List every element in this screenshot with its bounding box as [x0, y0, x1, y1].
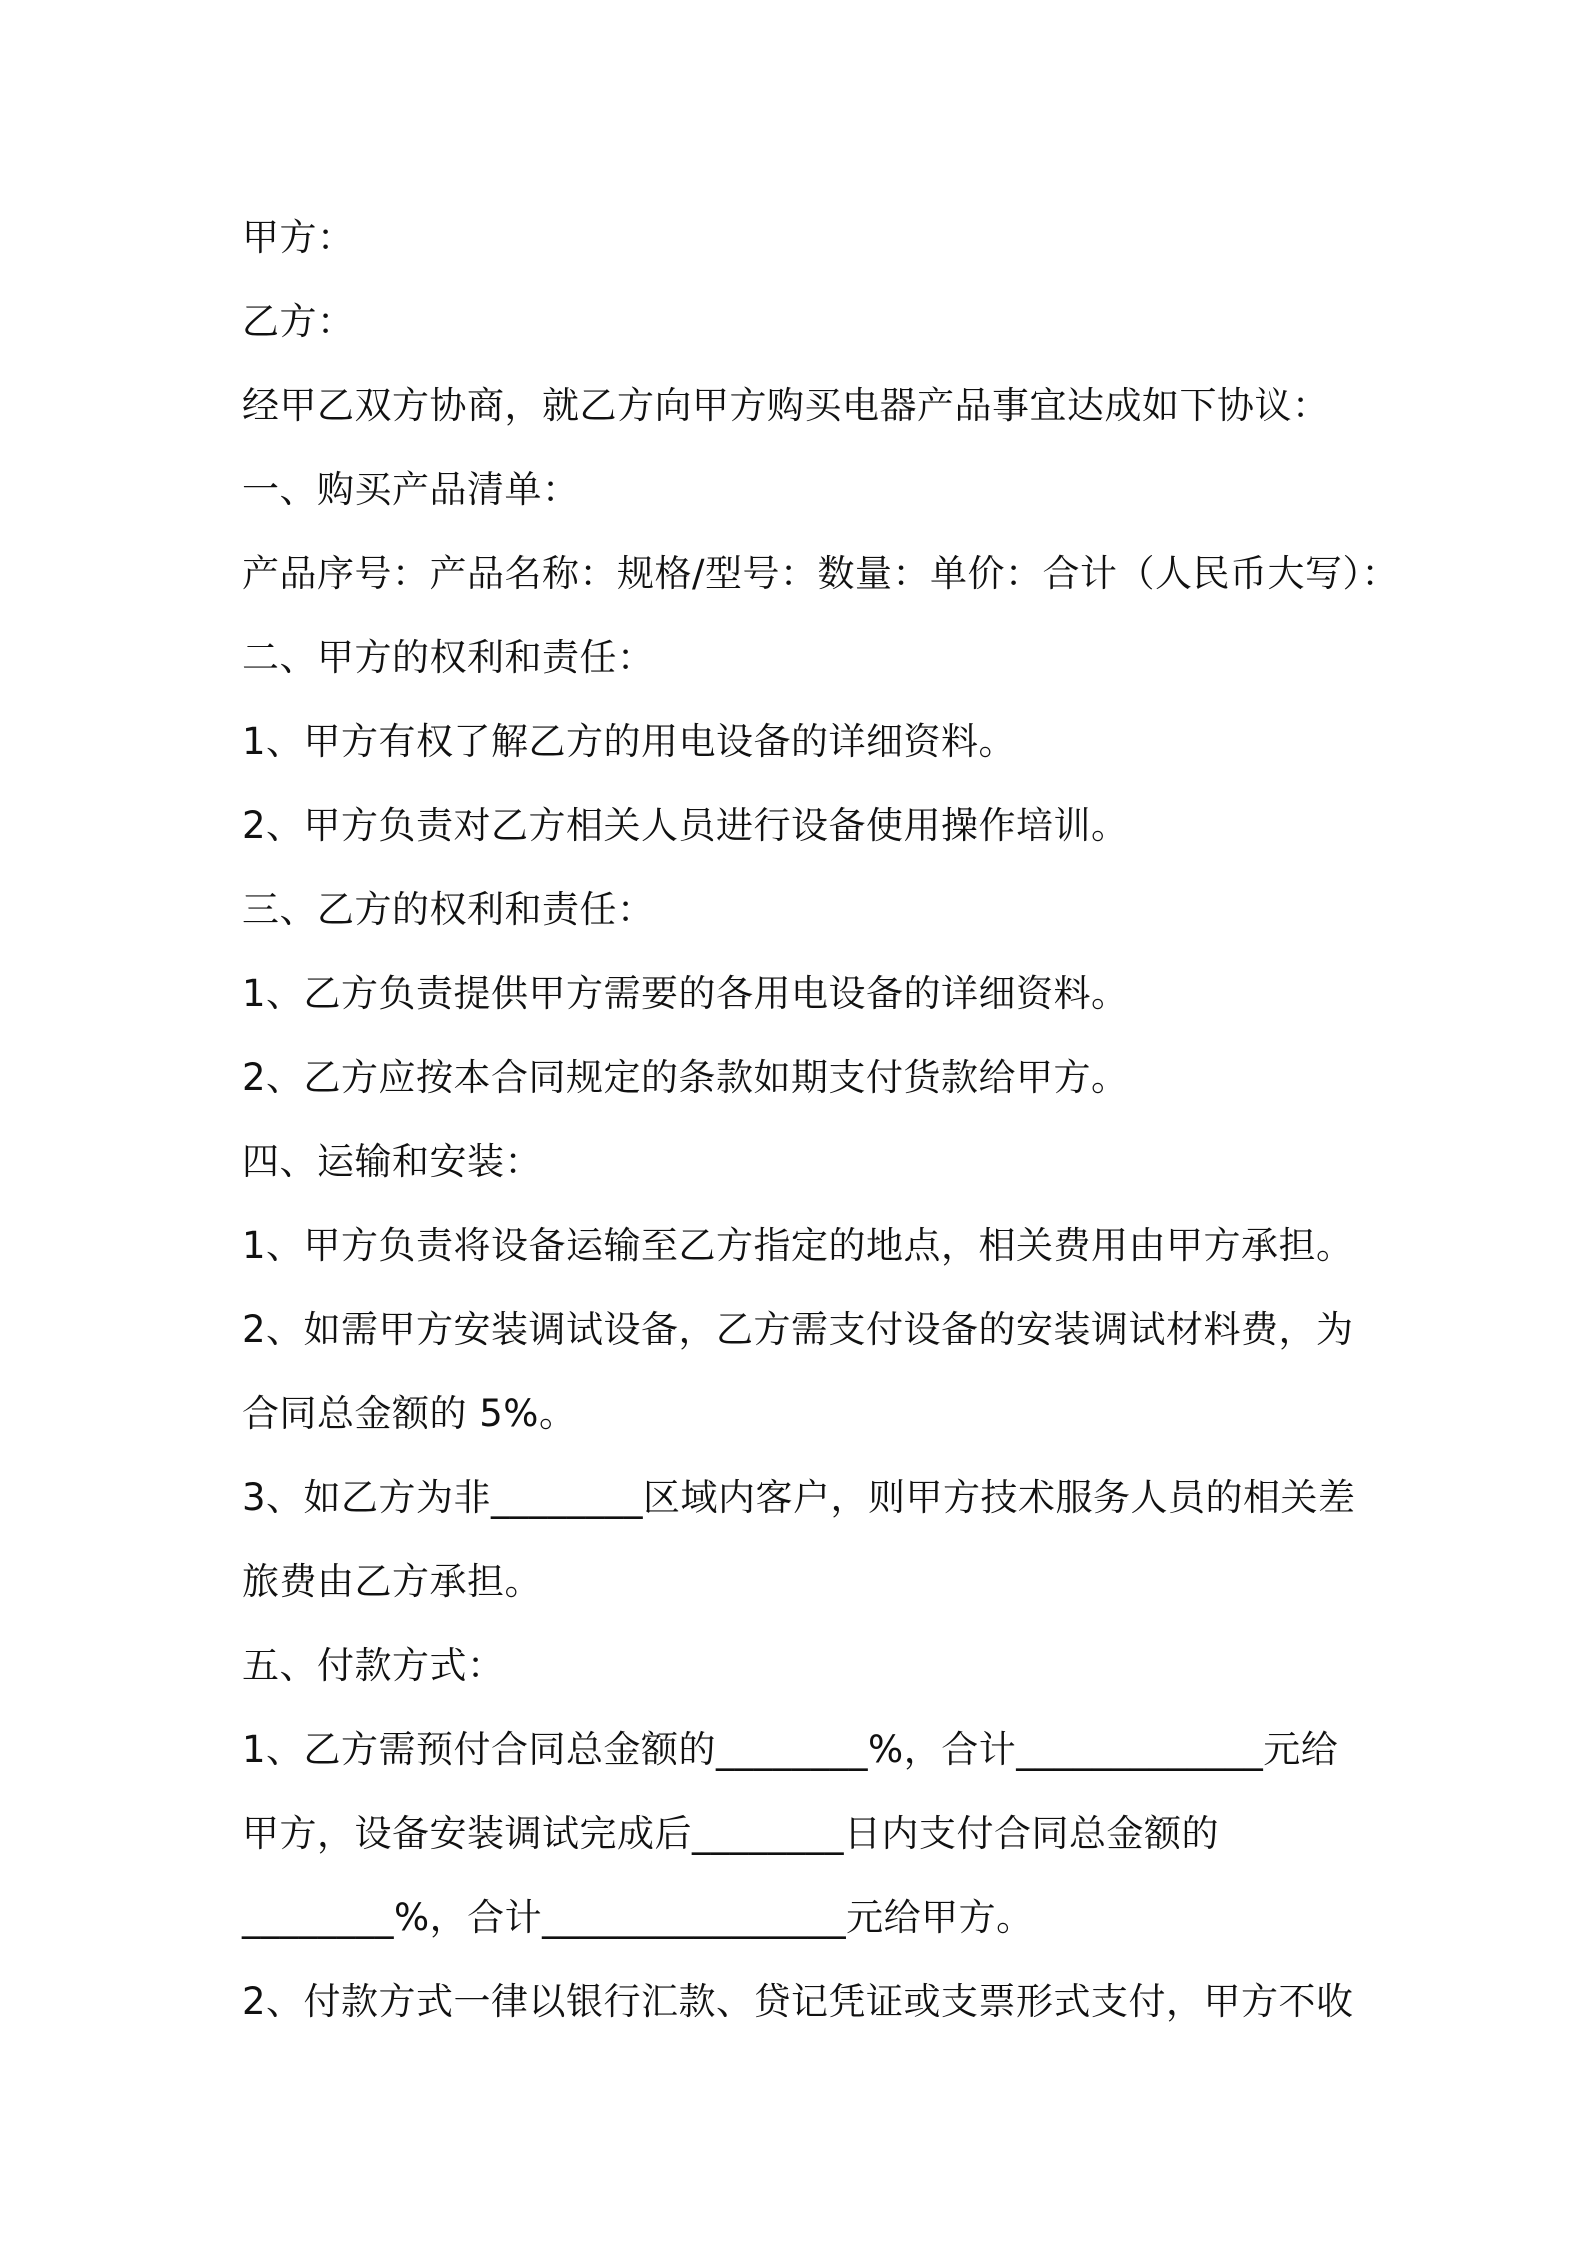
- section-2-heading: 二、甲方的权利和责任：: [242, 636, 655, 679]
- section-2-item-2: 2、甲方负责对乙方相关人员进行设备使用操作培训。: [242, 804, 1129, 847]
- section-2-item-1: 1、甲方有权了解乙方的用电设备的详细资料。: [242, 720, 1017, 763]
- section-1-heading: 一、购买产品清单：: [242, 468, 580, 511]
- section-4-item-1: 1、甲方负责将设备运输至乙方指定的地点，相关费用由甲方承担。: [242, 1224, 1354, 1267]
- section-4-item-3-line-2: 旅费由乙方承担。: [242, 1560, 542, 1603]
- section-4-item-2-line-2: 合同总金额的 5%。: [242, 1392, 577, 1435]
- section-4-item-3-line-1: 3、如乙方为非________区域内客户，则甲方技术服务人员的相关差: [242, 1476, 1356, 1519]
- contract-body: [242, 196, 1399, 2044]
- product-list-fields: 产品序号：产品名称：规格/型号：数量：单价：合计（人民币大写）：: [242, 552, 1399, 595]
- section-3-heading: 三、乙方的权利和责任：: [242, 888, 655, 931]
- section-5-item-2-line-1: 2、付款方式一律以银行汇款、贷记凭证或支票形式支付，甲方不收: [242, 1980, 1354, 2023]
- section-4-item-2-line-1: 2、如需甲方安装调试设备，乙方需支付设备的安装调试材料费，为: [242, 1308, 1354, 1351]
- section-5-item-1-line-3: ________%，合计________________元给甲方。: [242, 1896, 1034, 1939]
- party-b-line: 乙方：: [242, 300, 355, 343]
- section-5-heading: 五、付款方式：: [242, 1644, 505, 1687]
- intro-paragraph: 经甲乙双方协商，就乙方向甲方购买电器产品事宜达成如下协议：: [242, 384, 1330, 427]
- section-3-item-2: 2、乙方应按本合同规定的条款如期支付货款给甲方。: [242, 1056, 1129, 1099]
- party-a-line: 甲方：: [242, 216, 355, 259]
- section-5-item-1-line-2: 甲方，设备安装调试完成后________日内支付合同总金额的: [242, 1812, 1219, 1855]
- section-5-item-1-line-1: 1、乙方需预付合同总金额的________%，合计_____________元给: [242, 1728, 1339, 1771]
- section-3-item-1: 1、乙方负责提供甲方需要的各用电设备的详细资料。: [242, 972, 1129, 1015]
- section-4-heading: 四、运输和安装：: [242, 1140, 542, 1183]
